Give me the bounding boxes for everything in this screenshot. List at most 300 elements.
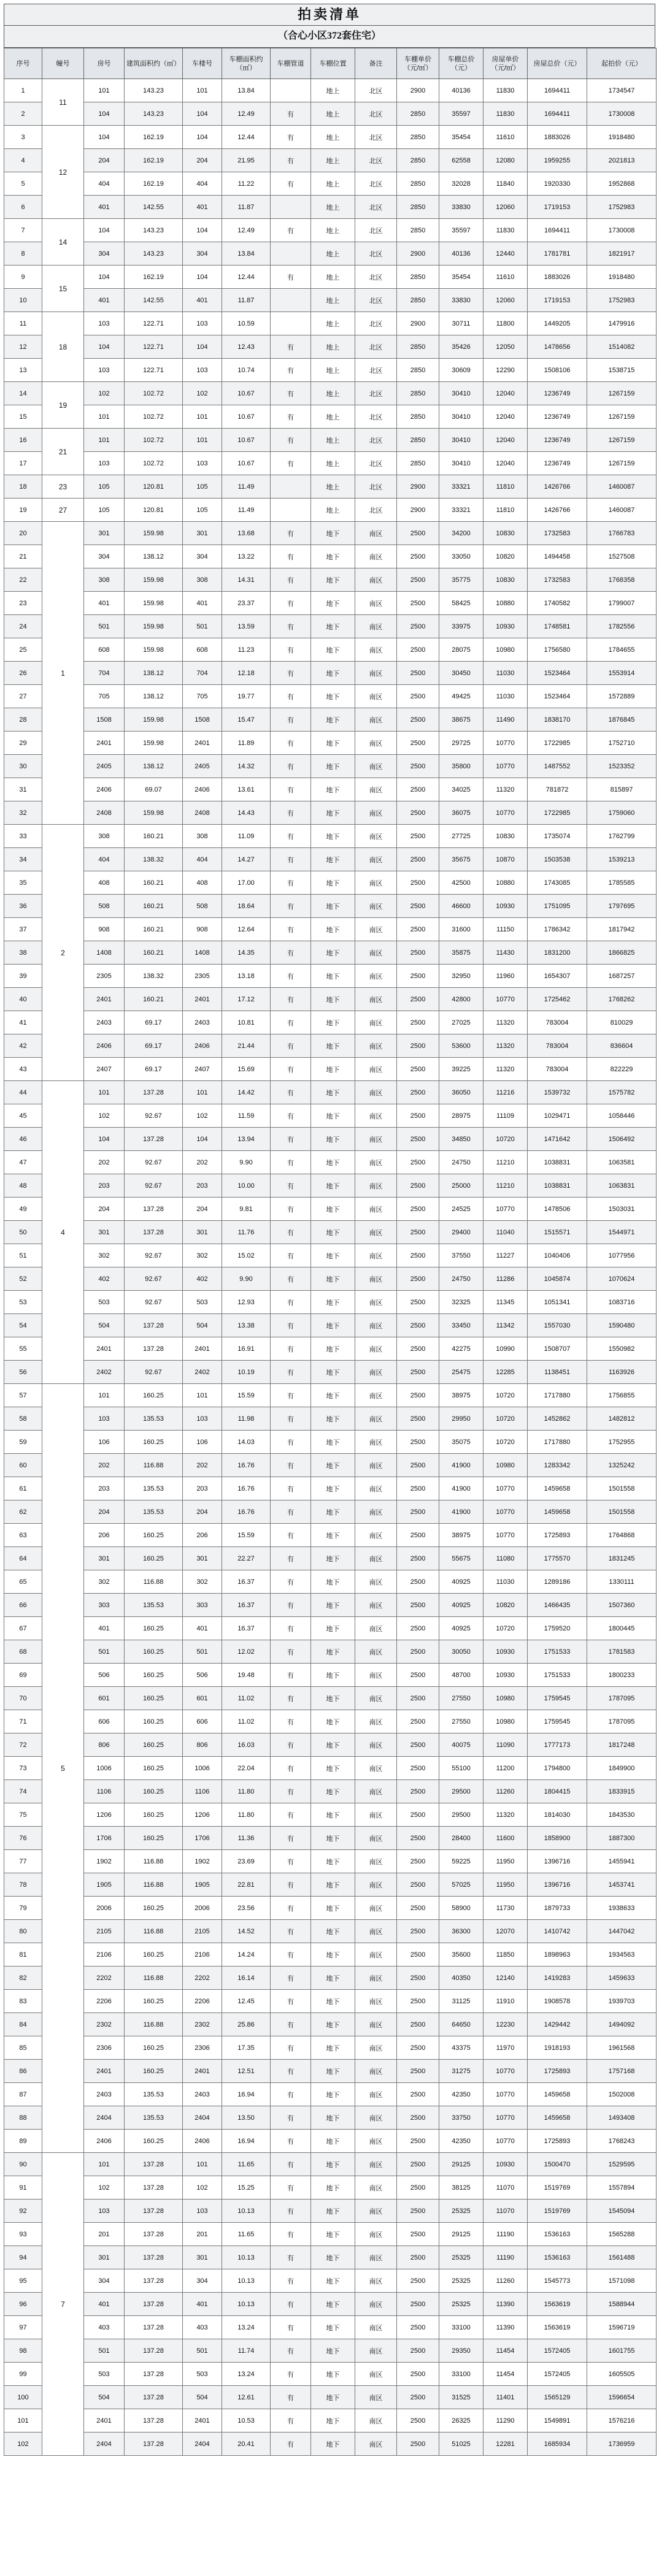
cell-shed-pipe: 有 — [271, 359, 311, 382]
cell-shed-pipe: 有 — [271, 2316, 311, 2339]
cell-house-unit-price: 11290 — [484, 2409, 528, 2433]
cell-shed-location: 地下 — [311, 2013, 355, 2036]
cell-shed-location: 地下 — [311, 1431, 355, 1454]
cell-shed-total: 38975 — [439, 1384, 484, 1407]
cell-room: 202 — [84, 1151, 125, 1174]
cell-shed-location: 地下 — [311, 1011, 355, 1034]
cell-shed-unit-price: 2500 — [397, 2363, 439, 2386]
cell-room: 503 — [84, 1291, 125, 1314]
cell-room: 308 — [84, 825, 125, 848]
cell-shed-total: 62558 — [439, 149, 484, 172]
cell-shed-area: 10.19 — [222, 1361, 271, 1384]
cell-shed-total: 35597 — [439, 219, 484, 242]
cell-shed-area: 18.64 — [222, 895, 271, 918]
cell-start-price: 1479916 — [587, 312, 657, 335]
table-row — [4, 2246, 657, 2269]
cell-shed-area: 9.81 — [222, 1198, 271, 1221]
cell-room: 2401 — [84, 988, 125, 1011]
cell-room: 101 — [84, 2153, 125, 2176]
cell-shed-location: 地上 — [311, 266, 355, 289]
cell-seq: 100 — [4, 2386, 42, 2409]
cell-start-price: 1736959 — [587, 2433, 657, 2456]
cell-room: 2106 — [84, 1943, 125, 1966]
cell-area: 138.32 — [125, 848, 183, 871]
cell-house-unit-price: 10930 — [484, 895, 528, 918]
cell-shed-unit-price: 2500 — [397, 1361, 439, 1384]
table-row — [4, 801, 657, 825]
cell-start-price: 1538715 — [587, 359, 657, 382]
table-row — [4, 1687, 657, 1710]
cell-shed-no: 101 — [183, 429, 222, 452]
cell-shed-no: 2401 — [183, 2409, 222, 2433]
cell-start-price: 1455941 — [587, 1850, 657, 1873]
cell-shed-location: 地下 — [311, 732, 355, 755]
cell-shed-total: 39225 — [439, 1058, 484, 1081]
cell-seq: 78 — [4, 1873, 42, 1897]
cell-shed-location: 地下 — [311, 592, 355, 615]
table-row — [4, 1990, 657, 2013]
cell-shed-location: 地下 — [311, 2036, 355, 2060]
cell-shed-area: 16.76 — [222, 1454, 271, 1477]
cell-shed-area: 19.77 — [222, 685, 271, 708]
cell-house-unit-price: 12050 — [484, 335, 528, 359]
cell-shed-unit-price: 2500 — [397, 1873, 439, 1897]
cell-shed-unit-price: 2500 — [397, 568, 439, 592]
cell-shed-total: 29500 — [439, 1803, 484, 1827]
cell-shed-pipe: 有 — [271, 1384, 311, 1407]
cell-start-price: 1506492 — [587, 1128, 657, 1151]
cell-shed-area: 12.49 — [222, 102, 271, 126]
cell-shed-area: 11.49 — [222, 499, 271, 522]
cell-house-unit-price: 11070 — [484, 2200, 528, 2223]
cell-shed-total: 31125 — [439, 1990, 484, 2013]
cell-shed-pipe: 有 — [271, 1081, 311, 1104]
cell-shed-no: 103 — [183, 452, 222, 475]
cell-shed-unit-price: 2900 — [397, 475, 439, 499]
cell-shed-unit-price: 2500 — [397, 778, 439, 801]
cell-room: 2406 — [84, 2130, 125, 2153]
cell-seq: 79 — [4, 1897, 42, 1920]
table-row — [4, 615, 657, 638]
cell-shed-total: 27550 — [439, 1687, 484, 1710]
header-cell: 房号 — [84, 48, 125, 79]
cell-building: 19 — [42, 382, 84, 429]
cell-seq: 93 — [4, 2223, 42, 2246]
cell-room: 103 — [84, 452, 125, 475]
cell-area: 160.25 — [125, 1733, 183, 1757]
cell-seq: 63 — [4, 1524, 42, 1547]
cell-room: 401 — [84, 592, 125, 615]
cell-house-unit-price: 10980 — [484, 638, 528, 662]
cell-shed-pipe: 有 — [271, 2036, 311, 2060]
cell-remark: 南区 — [355, 825, 397, 848]
cell-shed-location: 地下 — [311, 1850, 355, 1873]
cell-shed-location: 地上 — [311, 102, 355, 126]
cell-seq: 48 — [4, 1174, 42, 1198]
cell-remark: 北区 — [355, 172, 397, 196]
cell-seq: 91 — [4, 2176, 42, 2200]
cell-room: 201 — [84, 2223, 125, 2246]
cell-shed-no: 104 — [183, 266, 222, 289]
cell-remark: 南区 — [355, 1314, 397, 1337]
cell-room: 2202 — [84, 1966, 125, 1990]
cell-shed-no: 203 — [183, 1174, 222, 1198]
cell-house-total: 1563619 — [528, 2293, 587, 2316]
cell-start-price: 1460087 — [587, 499, 657, 522]
cell-room: 504 — [84, 1314, 125, 1337]
cell-house-total: 783004 — [528, 1058, 587, 1081]
cell-house-total: 1722985 — [528, 801, 587, 825]
cell-shed-no: 1902 — [183, 1850, 222, 1873]
cell-shed-no: 106 — [183, 1431, 222, 1454]
table-row — [4, 382, 657, 405]
cell-shed-location: 地下 — [311, 2130, 355, 2153]
table-row — [4, 1128, 657, 1151]
cell-area: 162.19 — [125, 172, 183, 196]
cell-house-unit-price: 11950 — [484, 1850, 528, 1873]
cell-area: 160.25 — [125, 1710, 183, 1733]
cell-room: 2405 — [84, 755, 125, 778]
cell-shed-pipe: 有 — [271, 452, 311, 475]
cell-seq: 94 — [4, 2246, 42, 2269]
cell-area: 162.19 — [125, 266, 183, 289]
cell-shed-area: 14.03 — [222, 1431, 271, 1454]
cell-area: 137.28 — [125, 2433, 183, 2456]
cell-house-unit-price: 11600 — [484, 1827, 528, 1850]
cell-shed-pipe: 有 — [271, 2269, 311, 2293]
cell-seq: 6 — [4, 196, 42, 219]
cell-shed-area: 21.44 — [222, 1034, 271, 1058]
cell-room: 508 — [84, 895, 125, 918]
cell-room: 301 — [84, 1547, 125, 1570]
cell-house-total: 1719153 — [528, 196, 587, 219]
cell-room: 101 — [84, 429, 125, 452]
cell-shed-location: 地下 — [311, 1198, 355, 1221]
cell-house-unit-price: 10770 — [484, 988, 528, 1011]
cell-remark: 南区 — [355, 941, 397, 965]
cell-house-total: 1040406 — [528, 1244, 587, 1267]
cell-shed-unit-price: 2500 — [397, 1267, 439, 1291]
cell-shed-location: 地下 — [311, 662, 355, 685]
cell-shed-pipe: 有 — [271, 1128, 311, 1151]
cell-start-price: 1800445 — [587, 1617, 657, 1640]
cell-remark: 南区 — [355, 2409, 397, 2433]
cell-shed-area: 19.48 — [222, 1664, 271, 1687]
cell-room: 204 — [84, 1198, 125, 1221]
cell-house-unit-price: 11730 — [484, 1897, 528, 1920]
cell-remark: 南区 — [355, 778, 397, 801]
cell-shed-total: 29400 — [439, 1221, 484, 1244]
cell-shed-area: 12.18 — [222, 662, 271, 685]
table-header-row — [4, 48, 657, 79]
cell-remark: 南区 — [355, 2316, 397, 2339]
cell-house-total: 1725893 — [528, 2130, 587, 2153]
cell-house-total: 1289186 — [528, 1570, 587, 1594]
cell-remark: 北区 — [355, 452, 397, 475]
cell-shed-location: 地上 — [311, 219, 355, 242]
cell-house-unit-price: 10830 — [484, 568, 528, 592]
cell-shed-pipe: 有 — [271, 1361, 311, 1384]
cell-seq: 92 — [4, 2200, 42, 2223]
auction-list-sheet — [4, 4, 655, 2572]
cell-room: 403 — [84, 2316, 125, 2339]
cell-shed-location: 地下 — [311, 685, 355, 708]
table-row — [4, 429, 657, 452]
table-row — [4, 1897, 657, 1920]
cell-shed-pipe: 有 — [271, 708, 311, 732]
table-row — [4, 2363, 657, 2386]
cell-seq: 74 — [4, 1780, 42, 1803]
table-row — [4, 1547, 657, 1570]
cell-shed-location: 地下 — [311, 895, 355, 918]
table-row — [4, 2013, 657, 2036]
cell-building: 7 — [42, 2153, 84, 2456]
cell-building: 11 — [42, 79, 84, 126]
cell-house-unit-price: 10770 — [484, 2060, 528, 2083]
cell-shed-total: 42350 — [439, 2083, 484, 2106]
cell-shed-no: 303 — [183, 1594, 222, 1617]
cell-shed-pipe: 有 — [271, 1733, 311, 1757]
cell-remark: 北区 — [355, 149, 397, 172]
cell-house-total: 1908578 — [528, 1990, 587, 2013]
cell-remark: 南区 — [355, 1897, 397, 1920]
cell-remark: 南区 — [355, 2060, 397, 2083]
cell-shed-total: 42800 — [439, 988, 484, 1011]
cell-shed-total: 40350 — [439, 1966, 484, 1990]
cell-building: 14 — [42, 219, 84, 266]
cell-start-price: 1785585 — [587, 871, 657, 895]
cell-seq: 47 — [4, 1151, 42, 1174]
table-row — [4, 1244, 657, 1267]
cell-shed-location: 地下 — [311, 1407, 355, 1431]
cell-area: 122.71 — [125, 359, 183, 382]
cell-area: 102.72 — [125, 405, 183, 429]
cell-room: 104 — [84, 126, 125, 149]
cell-shed-unit-price: 2500 — [397, 1431, 439, 1454]
cell-room: 204 — [84, 149, 125, 172]
cell-shed-no: 503 — [183, 2363, 222, 2386]
cell-area: 160.25 — [125, 1827, 183, 1850]
cell-start-price: 1503031 — [587, 1198, 657, 1221]
cell-shed-location: 地下 — [311, 1594, 355, 1617]
cell-house-unit-price: 11430 — [484, 941, 528, 965]
cell-shed-unit-price: 2500 — [397, 2036, 439, 2060]
cell-house-total: 1515571 — [528, 1221, 587, 1244]
cell-room: 303 — [84, 1594, 125, 1617]
cell-shed-unit-price: 2500 — [397, 1640, 439, 1664]
cell-remark: 南区 — [355, 2130, 397, 2153]
cell-room: 1106 — [84, 1780, 125, 1803]
cell-house-total: 1735074 — [528, 825, 587, 848]
cell-room: 506 — [84, 1664, 125, 1687]
cell-start-price: 1782556 — [587, 615, 657, 638]
table-row — [4, 965, 657, 988]
cell-seq: 20 — [4, 522, 42, 545]
cell-seq: 65 — [4, 1570, 42, 1594]
cell-shed-area: 14.42 — [222, 1081, 271, 1104]
cell-area: 159.98 — [125, 801, 183, 825]
cell-shed-unit-price: 2500 — [397, 638, 439, 662]
cell-remark: 南区 — [355, 1710, 397, 1733]
cell-seq: 86 — [4, 2060, 42, 2083]
cell-shed-location: 地下 — [311, 1384, 355, 1407]
cell-shed-unit-price: 2850 — [397, 452, 439, 475]
cell-seq: 59 — [4, 1431, 42, 1454]
cell-shed-area: 11.74 — [222, 2339, 271, 2363]
cell-house-unit-price: 11190 — [484, 2246, 528, 2269]
cell-shed-no: 601 — [183, 1687, 222, 1710]
cell-room: 501 — [84, 2339, 125, 2363]
cell-house-unit-price: 11610 — [484, 266, 528, 289]
cell-shed-unit-price: 2500 — [397, 2269, 439, 2293]
cell-shed-pipe: 有 — [271, 1198, 311, 1221]
cell-shed-unit-price: 2500 — [397, 1314, 439, 1337]
cell-house-unit-price: 11610 — [484, 126, 528, 149]
cell-shed-no: 401 — [183, 1617, 222, 1640]
cell-start-price: 1768358 — [587, 568, 657, 592]
table-row — [4, 1058, 657, 1081]
cell-start-price: 1460087 — [587, 475, 657, 499]
cell-house-total: 783004 — [528, 1034, 587, 1058]
cell-remark: 北区 — [355, 359, 397, 382]
cell-remark: 南区 — [355, 848, 397, 871]
cell-shed-no: 2406 — [183, 2130, 222, 2153]
cell-area: 160.25 — [125, 1780, 183, 1803]
cell-area: 135.53 — [125, 1500, 183, 1524]
cell-house-total: 1449205 — [528, 312, 587, 335]
cell-shed-location: 地下 — [311, 1058, 355, 1081]
cell-shed-location: 地下 — [311, 1128, 355, 1151]
cell-shed-no: 301 — [183, 1221, 222, 1244]
table-row — [4, 638, 657, 662]
cell-start-price: 1843530 — [587, 1803, 657, 1827]
cell-shed-pipe: 有 — [271, 1757, 311, 1780]
cell-seq: 3 — [4, 126, 42, 149]
cell-shed-unit-price: 2500 — [397, 1827, 439, 1850]
cell-house-unit-price: 10930 — [484, 2153, 528, 2176]
cell-house-total: 1396716 — [528, 1873, 587, 1897]
cell-shed-no: 104 — [183, 219, 222, 242]
cell-remark: 南区 — [355, 1664, 397, 1687]
cell-house-unit-price: 11490 — [484, 708, 528, 732]
cell-shed-pipe: 有 — [271, 1314, 311, 1337]
cell-house-unit-price: 11090 — [484, 1733, 528, 1757]
cell-remark: 南区 — [355, 2153, 397, 2176]
cell-shed-area: 17.00 — [222, 871, 271, 895]
cell-start-price: 1590480 — [587, 1314, 657, 1337]
cell-house-total: 781872 — [528, 778, 587, 801]
cell-seq: 14 — [4, 382, 42, 405]
cell-shed-location: 地下 — [311, 2246, 355, 2269]
cell-seq: 1 — [4, 79, 42, 102]
cell-house-unit-price: 11320 — [484, 778, 528, 801]
cell-area: 92.67 — [125, 1151, 183, 1174]
cell-start-price: 1527508 — [587, 545, 657, 568]
cell-area: 138.12 — [125, 545, 183, 568]
cell-shed-total: 51025 — [439, 2433, 484, 2456]
cell-room: 1706 — [84, 1827, 125, 1850]
cell-shed-no: 2302 — [183, 2013, 222, 2036]
cell-house-total: 1466435 — [528, 1594, 587, 1617]
cell-seq: 12 — [4, 335, 42, 359]
cell-start-price: 1058446 — [587, 1104, 657, 1128]
cell-area: 116.88 — [125, 1454, 183, 1477]
cell-area: 92.67 — [125, 1104, 183, 1128]
cell-shed-total: 33100 — [439, 2316, 484, 2339]
cell-start-price: 1325242 — [587, 1454, 657, 1477]
cell-shed-unit-price: 2500 — [397, 1664, 439, 1687]
cell-shed-total: 30410 — [439, 452, 484, 475]
cell-shed-pipe: 有 — [271, 1920, 311, 1943]
cell-room: 2401 — [84, 2409, 125, 2433]
cell-area: 159.98 — [125, 522, 183, 545]
table-row — [4, 2339, 657, 2363]
cell-start-price: 1730008 — [587, 219, 657, 242]
cell-seq: 40 — [4, 988, 42, 1011]
cell-seq: 52 — [4, 1267, 42, 1291]
cell-shed-area: 22.27 — [222, 1547, 271, 1570]
cell-shed-total: 58900 — [439, 1897, 484, 1920]
cell-house-unit-price: 11260 — [484, 1780, 528, 1803]
cell-house-total: 1236749 — [528, 429, 587, 452]
cell-shed-no: 506 — [183, 1664, 222, 1687]
cell-seq: 62 — [4, 1500, 42, 1524]
cell-shed-no: 204 — [183, 1198, 222, 1221]
cell-shed-location: 地上 — [311, 242, 355, 266]
cell-remark: 南区 — [355, 685, 397, 708]
cell-shed-no: 206 — [183, 1524, 222, 1547]
cell-shed-pipe: 有 — [271, 1454, 311, 1477]
cell-shed-area: 11.87 — [222, 289, 271, 312]
cell-shed-total: 40925 — [439, 1594, 484, 1617]
cell-shed-location: 地下 — [311, 2316, 355, 2339]
table-row — [4, 102, 657, 126]
cell-shed-location: 地下 — [311, 1244, 355, 1267]
cell-shed-pipe: 有 — [271, 1687, 311, 1710]
cell-shed-total: 40075 — [439, 1733, 484, 1757]
cell-house-total: 1685934 — [528, 2433, 587, 2456]
cell-remark: 南区 — [355, 918, 397, 941]
cell-shed-pipe: 有 — [271, 2409, 311, 2433]
cell-start-price: 1768243 — [587, 2130, 657, 2153]
cell-shed-pipe — [271, 499, 311, 522]
cell-remark: 南区 — [355, 1780, 397, 1803]
cell-seq: 66 — [4, 1594, 42, 1617]
cell-shed-total: 55100 — [439, 1757, 484, 1780]
cell-shed-pipe: 有 — [271, 1873, 311, 1897]
table-row — [4, 2316, 657, 2339]
cell-room: 606 — [84, 1710, 125, 1733]
cell-room: 102 — [84, 1104, 125, 1128]
cell-seq: 15 — [4, 405, 42, 429]
cell-house-total: 1563619 — [528, 2316, 587, 2339]
cell-shed-unit-price: 2500 — [397, 1034, 439, 1058]
cell-start-price: 1821917 — [587, 242, 657, 266]
cell-shed-total: 35075 — [439, 1431, 484, 1454]
cell-shed-pipe: 有 — [271, 685, 311, 708]
cell-shed-no: 301 — [183, 2246, 222, 2269]
cell-seq: 42 — [4, 1034, 42, 1058]
cell-shed-no: 608 — [183, 638, 222, 662]
cell-start-price: 1849900 — [587, 1757, 657, 1780]
cell-start-price: 1876845 — [587, 708, 657, 732]
header-cell: 车棚面积约（㎡） — [222, 48, 271, 79]
table-row — [4, 1454, 657, 1477]
cell-remark: 南区 — [355, 1384, 397, 1407]
cell-remark: 北区 — [355, 499, 397, 522]
cell-area: 160.21 — [125, 918, 183, 941]
cell-house-unit-price: 11070 — [484, 2176, 528, 2200]
